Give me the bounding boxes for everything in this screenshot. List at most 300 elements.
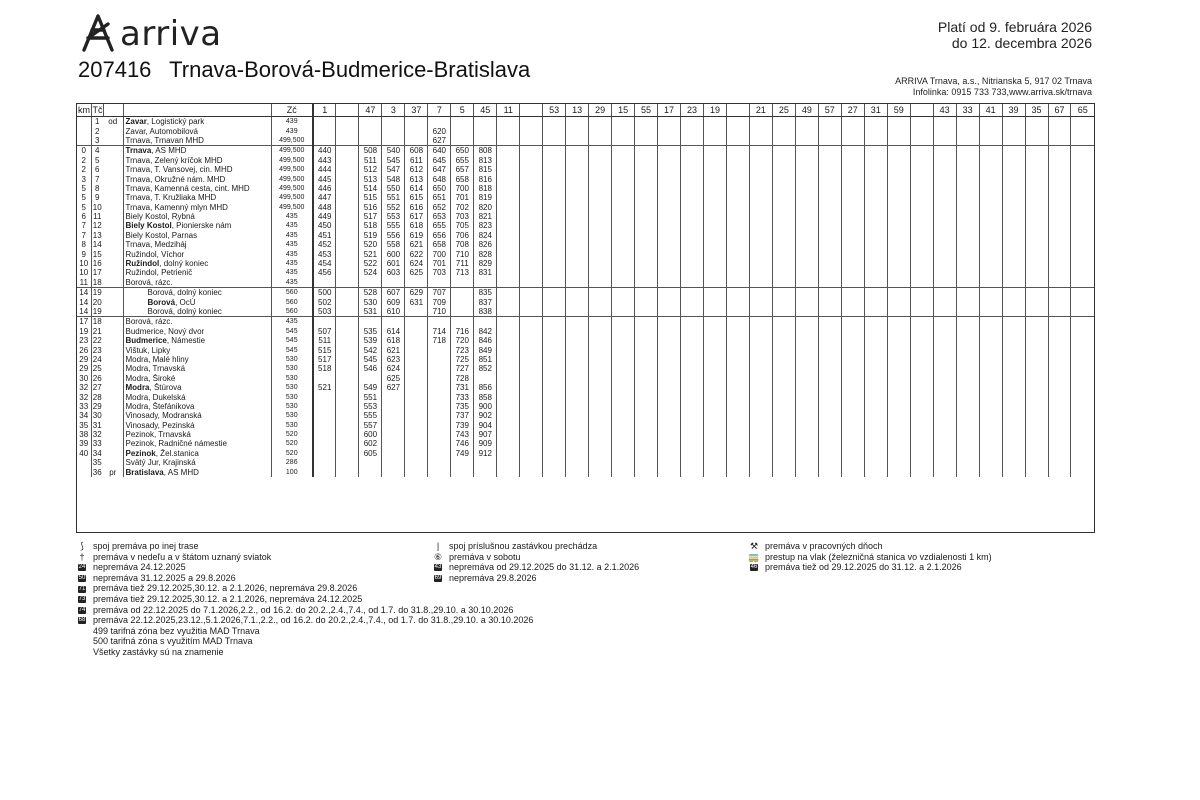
- departure-time: [336, 174, 359, 183]
- departure-time: [497, 421, 520, 430]
- departure-time: [864, 146, 887, 156]
- departure-time: 707: [428, 288, 451, 298]
- departure-time: [336, 392, 359, 401]
- stop-zone: 530: [271, 364, 313, 373]
- trip-header: 11: [497, 104, 520, 117]
- departure-time: [658, 327, 681, 336]
- departure-time: [887, 231, 910, 240]
- departure-time: [612, 249, 635, 258]
- legend-code-badge: 24: [78, 564, 86, 571]
- departure-time: [772, 439, 795, 448]
- departure-time: [336, 317, 359, 327]
- legend-symbol: |: [436, 541, 440, 551]
- departure-time: [841, 221, 864, 230]
- departure-time: [658, 193, 681, 202]
- legend-item: [76, 594, 533, 605]
- departure-time: [749, 439, 772, 448]
- departure-time: [428, 355, 451, 364]
- departure-time: [313, 430, 336, 439]
- stop-direction: [103, 307, 123, 317]
- departure-time: [681, 402, 704, 411]
- stop-name: [123, 259, 271, 268]
- departure-time: [864, 136, 887, 146]
- departure-time: [933, 278, 956, 288]
- departure-time: 701: [451, 193, 474, 202]
- departure-time: [864, 174, 887, 183]
- departure-time: [910, 467, 933, 476]
- departure-time: [612, 184, 635, 193]
- departure-time: [726, 174, 749, 183]
- departure-time: [1048, 146, 1071, 156]
- legend-symbol: 🚃: [748, 551, 760, 562]
- departure-time: [703, 221, 726, 230]
- stop-direction: [103, 231, 123, 240]
- departure-time: 551: [359, 392, 382, 401]
- departure-time: [933, 297, 956, 306]
- departure-time: [1071, 402, 1094, 411]
- stop-km: 5: [81, 202, 86, 212]
- departure-time: [726, 355, 749, 364]
- departure-time: 528: [359, 288, 382, 298]
- departure-time: [336, 336, 359, 345]
- departure-time: [818, 307, 841, 317]
- departure-time: [635, 449, 658, 458]
- departure-time: [979, 336, 1002, 345]
- departure-time: [635, 327, 658, 336]
- departure-time: 708: [451, 240, 474, 249]
- departure-time: [703, 249, 726, 258]
- departure-time: [681, 355, 704, 364]
- departure-time: [543, 402, 566, 411]
- departure-time: [520, 212, 543, 221]
- departure-time: [681, 307, 704, 317]
- departure-time: [956, 212, 979, 221]
- departure-time: [497, 364, 520, 373]
- departure-time: [818, 126, 841, 135]
- departure-time: [864, 297, 887, 306]
- departure-time: [1002, 317, 1025, 327]
- legend-text: nepremáva 31.12.2025 a 29.8.2026: [93, 572, 236, 583]
- departure-time: 452: [313, 240, 336, 249]
- departure-time: [841, 439, 864, 448]
- stop-direction: [103, 449, 123, 458]
- departure-time: [910, 249, 933, 258]
- departure-time: [956, 165, 979, 174]
- departure-time: [841, 336, 864, 345]
- departure-time: 447: [313, 193, 336, 202]
- departure-time: [703, 259, 726, 268]
- stop-direction: [103, 327, 123, 336]
- departure-time: 658: [451, 174, 474, 183]
- departure-time: [818, 402, 841, 411]
- departure-time: [589, 449, 612, 458]
- departure-time: [979, 146, 1002, 156]
- departure-time: [336, 231, 359, 240]
- stop-zone: 530: [271, 411, 313, 420]
- departure-time: [933, 203, 956, 212]
- departure-time: [1002, 203, 1025, 212]
- departure-time: [910, 231, 933, 240]
- departure-time: 731: [451, 383, 474, 392]
- departure-time: [726, 136, 749, 146]
- departure-time: 503: [313, 307, 336, 317]
- stop-zone: 435: [271, 317, 313, 327]
- departure-time: [1002, 212, 1025, 221]
- stop-direction: [103, 439, 123, 448]
- departure-time: [841, 203, 864, 212]
- departure-time: [841, 449, 864, 458]
- departure-time: [979, 249, 1002, 258]
- departure-time: [887, 184, 910, 193]
- trip-header: 65: [1071, 104, 1094, 117]
- departure-time: [979, 317, 1002, 327]
- departure-time: [359, 278, 382, 288]
- departure-time: [1071, 355, 1094, 364]
- departure-time: [772, 297, 795, 306]
- stop-km: 14: [79, 297, 89, 307]
- departure-time: [428, 345, 451, 354]
- departure-time: [1002, 278, 1025, 288]
- departure-time: [566, 383, 589, 392]
- departure-time: 823: [474, 221, 497, 230]
- timetable-row: [77, 212, 1094, 221]
- departure-time: [635, 411, 658, 420]
- departure-time: [979, 212, 1002, 221]
- departure-time: [749, 402, 772, 411]
- trip-header: 39: [1002, 104, 1025, 117]
- departure-time: [979, 184, 1002, 193]
- dir-header: [103, 104, 123, 117]
- departure-time: [336, 421, 359, 430]
- departure-time: [451, 458, 474, 467]
- stop-km: 29: [79, 364, 89, 374]
- departure-time: [887, 458, 910, 467]
- departure-time: 656: [428, 231, 451, 240]
- departure-time: [1025, 297, 1048, 306]
- timetable-row: [77, 146, 1094, 156]
- trip-header: 31: [864, 104, 887, 117]
- departure-time: [841, 374, 864, 383]
- stop-name: [123, 439, 271, 448]
- departure-time: [956, 327, 979, 336]
- stop-tariff-point: 20: [92, 297, 102, 307]
- departure-time: [703, 146, 726, 156]
- departure-time: [818, 165, 841, 174]
- stop-tariff-point: 11: [91, 212, 103, 221]
- departure-time: [795, 249, 818, 258]
- validity-period: [938, 19, 1092, 51]
- stop-zone: 530: [271, 402, 313, 411]
- departure-time: [841, 268, 864, 277]
- departure-time: [566, 467, 589, 476]
- departure-time: [841, 136, 864, 146]
- departure-time: [841, 421, 864, 430]
- departure-time: [681, 439, 704, 448]
- departure-time: [405, 364, 428, 373]
- departure-time: [612, 240, 635, 249]
- departure-time: [566, 249, 589, 258]
- departure-time: [382, 439, 405, 448]
- stop-name: [123, 345, 271, 354]
- departure-time: [336, 278, 359, 288]
- departure-time: [451, 278, 474, 288]
- departure-time: [1071, 174, 1094, 183]
- stop-zone: 286: [271, 458, 313, 467]
- stop-name-main: Modra, Dukelská: [125, 392, 186, 402]
- departure-time: [818, 327, 841, 336]
- departure-time: [497, 240, 520, 249]
- departure-time: [795, 336, 818, 345]
- departure-time: [313, 117, 336, 127]
- departure-time: [1048, 212, 1071, 221]
- departure-time: [543, 383, 566, 392]
- departure-time: [910, 212, 933, 221]
- departure-time: [841, 345, 864, 354]
- departure-time: [772, 288, 795, 298]
- departure-time: [658, 374, 681, 383]
- departure-time: [589, 126, 612, 135]
- departure-time: [1048, 297, 1071, 306]
- departure-time: [612, 458, 635, 467]
- departure-time: 904: [474, 421, 497, 430]
- departure-time: [681, 231, 704, 240]
- departure-time: [956, 392, 979, 401]
- departure-time: [658, 317, 681, 327]
- departure-time: [336, 193, 359, 202]
- departure-time: [1071, 307, 1094, 317]
- departure-time: 909: [474, 439, 497, 448]
- departure-time: [1025, 355, 1048, 364]
- departure-time: [726, 184, 749, 193]
- departure-time: [864, 364, 887, 373]
- stop-zone: 545: [271, 345, 313, 354]
- departure-time: [336, 345, 359, 354]
- stop-tariff-point: 19: [92, 307, 102, 316]
- stop-direction: [103, 392, 123, 401]
- departure-time: [1025, 136, 1048, 146]
- stop-name-main: Borová, rázc.: [125, 317, 173, 327]
- departure-time: [1002, 174, 1025, 183]
- trip-header: 19: [703, 104, 726, 117]
- stop-zone: 435: [271, 221, 313, 230]
- departure-time: [841, 355, 864, 364]
- departure-time: [520, 203, 543, 212]
- stop-tariff-point: 25: [92, 364, 102, 374]
- departure-time: [1048, 411, 1071, 420]
- departure-time: [749, 307, 772, 317]
- stop-direction: [103, 193, 123, 202]
- departure-time: [726, 249, 749, 258]
- departure-time: 907: [474, 430, 497, 439]
- departure-time: [543, 421, 566, 430]
- departure-time: [681, 174, 704, 183]
- departure-time: [795, 345, 818, 354]
- departure-time: [336, 355, 359, 364]
- stop-tariff-point: 6: [91, 165, 103, 174]
- departure-time: [887, 364, 910, 373]
- stop-tariff-point: 2: [91, 126, 103, 135]
- departure-time: [933, 259, 956, 268]
- departure-time: [933, 467, 956, 476]
- departure-time: [703, 184, 726, 193]
- departure-time: [612, 259, 635, 268]
- departure-time: 625: [382, 374, 405, 383]
- stop-name-main: Svätý Jur, Krajinská: [125, 458, 196, 468]
- departure-time: 539: [359, 336, 382, 345]
- departure-time: 511: [359, 156, 382, 165]
- departure-time: [910, 240, 933, 249]
- departure-time: [1071, 392, 1094, 401]
- legend-text: Všetky zastávky sú na znamenie: [93, 646, 224, 657]
- departure-time: [749, 421, 772, 430]
- departure-time: 448: [313, 203, 336, 212]
- departure-time: [703, 392, 726, 401]
- departure-time: [313, 374, 336, 383]
- departure-time: [933, 430, 956, 439]
- departure-time: [612, 307, 635, 317]
- departure-time: [1071, 268, 1094, 277]
- timetable-row: [77, 411, 1094, 420]
- departure-time: [795, 146, 818, 156]
- departure-time: [864, 392, 887, 401]
- departure-time: [612, 136, 635, 146]
- departure-time: [864, 165, 887, 174]
- departure-time: [726, 165, 749, 174]
- stop-km: 2: [81, 165, 86, 175]
- legend-symbol: [748, 562, 760, 573]
- departure-time: 625: [405, 268, 428, 277]
- stop-tariff-point: 8: [91, 184, 103, 193]
- departure-time: [956, 278, 979, 288]
- departure-time: [1048, 193, 1071, 202]
- stop-tariff-point: 15: [92, 249, 102, 259]
- departure-time: [1071, 165, 1094, 174]
- departure-time: [497, 402, 520, 411]
- departure-time: [841, 126, 864, 135]
- departure-time: [635, 184, 658, 193]
- departure-time: [635, 439, 658, 448]
- departure-time: [1025, 126, 1048, 135]
- departure-time: [1071, 156, 1094, 165]
- departure-time: [933, 364, 956, 373]
- departure-time: [1002, 126, 1025, 135]
- departure-time: [520, 146, 543, 156]
- departure-time: [956, 193, 979, 202]
- departure-time: [382, 402, 405, 411]
- departure-time: [1002, 402, 1025, 411]
- departure-time: [681, 126, 704, 135]
- departure-time: [818, 467, 841, 476]
- stop-zone: 100: [271, 467, 313, 476]
- departure-time: [658, 336, 681, 345]
- stop-km: 23: [79, 336, 89, 346]
- departure-time: [589, 184, 612, 193]
- departure-time: [841, 430, 864, 439]
- stop-zone: 545: [271, 336, 313, 345]
- departure-time: [520, 411, 543, 420]
- departure-time: [382, 117, 405, 127]
- departure-time: [520, 126, 543, 135]
- line-number: 207416: [78, 57, 152, 82]
- departure-time: [772, 249, 795, 258]
- departure-time: [841, 402, 864, 411]
- legend-item: [432, 541, 639, 552]
- departure-time: [497, 392, 520, 401]
- departure-time: [405, 278, 428, 288]
- departure-time: 614: [405, 184, 428, 193]
- departure-time: [566, 278, 589, 288]
- trip-header: 59: [887, 104, 910, 117]
- departure-time: [979, 136, 1002, 146]
- departure-time: [612, 212, 635, 221]
- departure-time: [543, 203, 566, 212]
- departure-time: [658, 345, 681, 354]
- departure-time: [818, 259, 841, 268]
- departure-time: [566, 212, 589, 221]
- departure-time: [428, 439, 451, 448]
- trip-header: [910, 104, 933, 117]
- stop-name: [123, 467, 271, 476]
- timetable-row: [77, 374, 1094, 383]
- departure-time: [749, 259, 772, 268]
- departure-time: [726, 402, 749, 411]
- departure-time: [887, 467, 910, 476]
- stop-km: 9: [81, 249, 86, 259]
- operator-contact: Infolinka: 0915 733 733,www.arriva.sk/trnava: [912, 87, 1092, 97]
- departure-time: [818, 364, 841, 373]
- departure-time: [818, 231, 841, 240]
- stop-name-suffix: , OcÚ: [175, 297, 196, 307]
- departure-time: [612, 421, 635, 430]
- departure-time: [933, 383, 956, 392]
- departure-time: [313, 317, 336, 327]
- departure-time: [818, 421, 841, 430]
- departure-time: [589, 402, 612, 411]
- departure-time: [405, 336, 428, 345]
- departure-time: [956, 174, 979, 183]
- departure-time: [910, 259, 933, 268]
- departure-time: [681, 240, 704, 249]
- departure-time: [681, 345, 704, 354]
- departure-time: 615: [405, 193, 428, 202]
- legend: [76, 541, 1096, 661]
- departure-time: [818, 449, 841, 458]
- departure-time: [795, 327, 818, 336]
- departure-time: [864, 117, 887, 127]
- departure-time: [543, 117, 566, 127]
- departure-time: [887, 240, 910, 249]
- departure-time: [795, 467, 818, 476]
- stop-name: [123, 136, 271, 146]
- stop-km: 10: [79, 259, 89, 269]
- timetable-row: [77, 364, 1094, 373]
- departure-time: [933, 156, 956, 165]
- departure-time: [910, 327, 933, 336]
- departure-time: [703, 193, 726, 202]
- departure-time: [681, 458, 704, 467]
- departure-time: [635, 165, 658, 174]
- departure-time: [428, 383, 451, 392]
- stop-zone: 439: [271, 117, 313, 127]
- departure-time: [979, 268, 1002, 277]
- departure-time: [979, 259, 1002, 268]
- departure-time: [1048, 136, 1071, 146]
- trip-header: 29: [589, 104, 612, 117]
- departure-time: [543, 146, 566, 156]
- departure-time: [1002, 193, 1025, 202]
- departure-time: [1071, 117, 1094, 127]
- departure-time: [979, 439, 1002, 448]
